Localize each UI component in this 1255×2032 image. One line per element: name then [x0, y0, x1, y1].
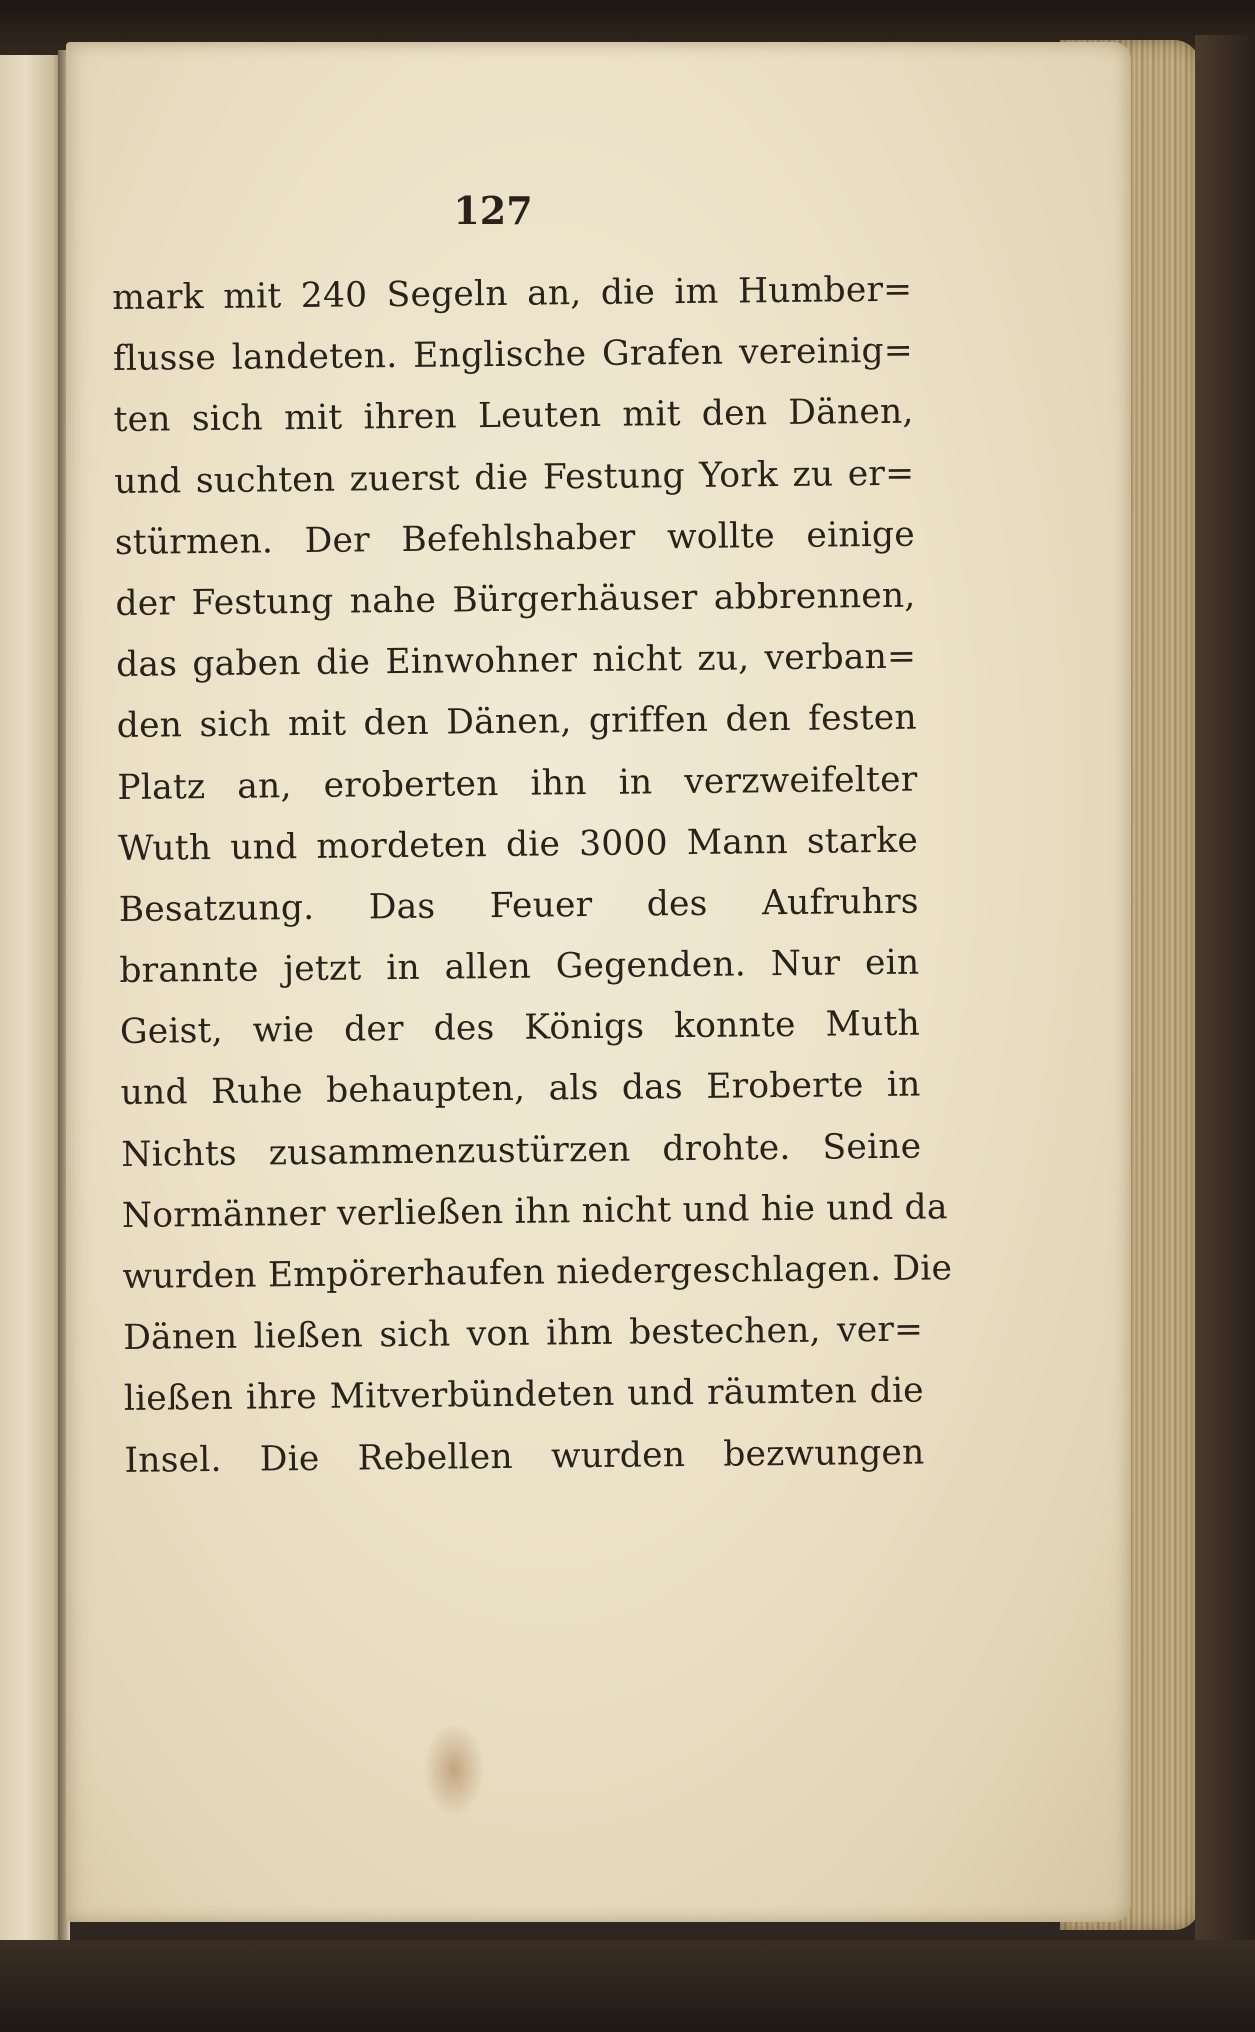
text-line: flusse landeten. Englische Grafen vereinig= [112, 330, 914, 380]
text-line: brannte jetzt in allen Gegenden. Nur ein [119, 942, 920, 992]
text-line: das gaben die Einwohner nicht zu, verban= [115, 636, 917, 686]
page-text [112, 260, 953, 1492]
text-line: Geist, wie der des Königs konnte Muth [119, 1003, 921, 1053]
paper-stain [425, 1725, 483, 1815]
text-line: der Festung nahe Bürgerhäuser abbrennen, [115, 575, 916, 624]
text-line: und Ruhe behaupten, als das Eroberte in [120, 1065, 921, 1114]
text-line: Besatzung. Das Feuer des Aufruhrs [118, 881, 919, 930]
text-line: Nichts zusammenzustürzen drohte. Seine [121, 1126, 922, 1175]
text-line: und suchten zuerst die Festung York zu er= [114, 453, 915, 502]
text-line: wurden Empörerhaufen niedergeschlagen. Die [122, 1248, 953, 1297]
text-line: Platz an, eroberten ihn in verzweifelter [117, 759, 918, 808]
facing-page-edge [0, 55, 62, 1955]
text-line: ten sich mit ihren Leuten mit den Dänen, [113, 391, 914, 441]
text-line: Insel. Die Rebellen wurden bezwungen [124, 1432, 925, 1481]
page-number: 127 [453, 188, 533, 233]
text-line: stürmen. Der Befehlshaber wollte einige [114, 514, 916, 563]
book-cover-bottom [0, 1940, 1255, 2032]
text-line: Dänen ließen sich von ihm bestechen, ver= [122, 1309, 924, 1359]
text-line: mark mit 240 Segeln an, die im Humber= [112, 269, 913, 318]
text-line: ließen ihre Mitverbündeten und räumten die [123, 1370, 925, 1420]
text-line: den sich mit den Dänen, griffen den festen [116, 697, 917, 747]
text-line: Wuth und mordeten die 3000 Mann starke [117, 820, 919, 869]
text-line: Normänner verließen ihn nicht und hie und da [121, 1187, 948, 1236]
book-cover-right [1195, 35, 1255, 1965]
